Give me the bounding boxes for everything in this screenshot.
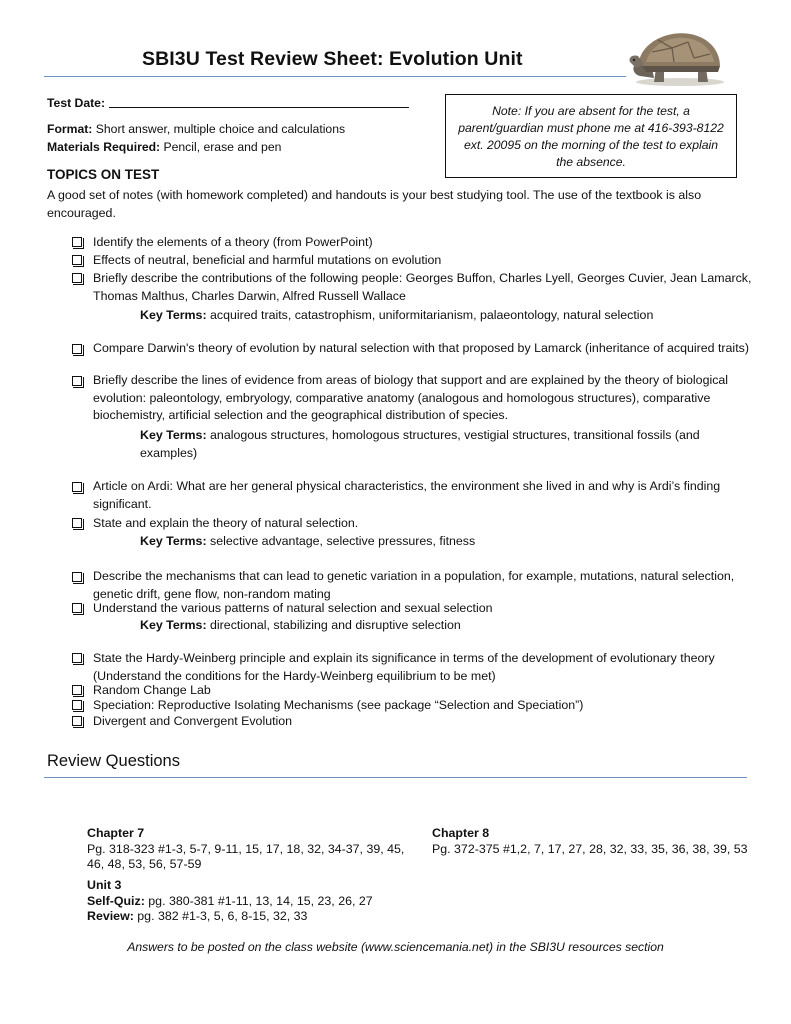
topic-item: Describe the mechanisms that can lead to genetic variation in a population, for example, mutations, natural selection, genetic drift, gene flow, non-random mating: [93, 569, 735, 601]
checkbox-icon: [72, 685, 82, 695]
key-terms-value: acquired traits, catastrophism, uniformitarianism, palaeontology, natural selection: [210, 308, 654, 322]
format-value: Short answer, multiple choice and calculations: [95, 122, 346, 136]
topic-item: Article on Ardi: What are her general physical characteristics, the environment she lived in and why is Ardi’s finding significant.: [93, 479, 721, 511]
key-terms-value: analogous structures, homologous structures, vestigial structures, transitional fossils (and examples): [140, 428, 700, 460]
absence-note: Note: If you are absent for the test, a parent/guardian must phone me at 416-393-8122 ext. 20095 on the morning of the test to explain the absence.: [445, 94, 737, 178]
topic-item: Understand the various patterns of natural selection and sexual selection: [93, 601, 493, 615]
title-divider: [44, 76, 626, 77]
unit3-block: [87, 878, 447, 925]
tortoise-illustration: [628, 22, 732, 88]
checkbox-icon: [72, 273, 82, 283]
materials-value: Pencil, erase and pen: [163, 140, 282, 154]
topic-item: State the Hardy-Weinberg principle and explain its significance in terms of the development of evolutionary theory (Understand the conditions for the Hardy-Weinberg equilibrium to be met): [93, 651, 715, 683]
selfquiz-label: Self-Quiz:: [87, 893, 145, 908]
topic-item: Briefly describe the lines of evidence from areas of biology that support and are explained by the theory of biological evolution: paleontology, embryology, comparative anatomy (analogous and homologous structures), comparative biochemistry, artificial selection and the geographical distribution of species.: [93, 373, 729, 422]
topics-intro: A good set of notes (with homework completed) and handouts is your best studying tool. The use of the textbook is also encouraged.: [47, 188, 702, 220]
checkbox-icon: [72, 603, 82, 613]
chapter8-label: Chapter 8: [432, 826, 490, 840]
test-date-line: [47, 96, 409, 110]
key-terms-label: Key Terms:: [140, 308, 207, 322]
key-terms-label: Key Terms:: [140, 534, 207, 548]
key-terms-value: selective advantage, selective pressures, fitness: [210, 534, 476, 548]
key-terms-label: Key Terms:: [140, 428, 207, 442]
format-label: Format:: [47, 122, 93, 136]
topic-item: Divergent and Convergent Evolution: [93, 714, 293, 728]
selfquiz-questions: pg. 380-381 #1-11, 13, 14, 15, 23, 26, 27: [148, 893, 373, 908]
key-terms-line: [140, 427, 752, 462]
topic-item: Random Change Lab: [93, 683, 211, 697]
review-questions: pg. 382 #1-3, 5, 6, 8-15, 32, 33: [137, 909, 308, 923]
unit3-label: Unit 3: [87, 878, 122, 892]
materials-label: Materials Required:: [47, 140, 161, 154]
checkbox-icon: [72, 344, 82, 354]
answers-footer-note: Answers to be posted on the class website (www.sciencemania.net) in the SBI3U resources section: [127, 940, 664, 954]
review-divider: [44, 777, 747, 778]
key-terms-line: [140, 307, 752, 325]
checkbox-icon: [72, 237, 82, 247]
chapter8-block: [432, 826, 777, 857]
checkbox-icon: [72, 572, 82, 582]
topic-item: Briefly describe the contributions of the following people: Georges Buffon, Charles Lyell, Georges Cuvier, Jean Lamarck, Thomas Malthus, Charles Darwin, Alfred Russell Wallace: [93, 271, 752, 303]
checkbox-icon: [72, 716, 82, 726]
review-heading: Review Questions: [47, 752, 180, 770]
chapter7-label: Chapter 7: [87, 826, 145, 840]
checkbox-icon: [72, 482, 82, 492]
key-terms-label: Key Terms:: [140, 618, 207, 632]
topic-item: Compare Darwin's theory of evolution by natural selection with that proposed by Lamarck (inheritance of acquired traits): [93, 341, 749, 355]
topic-item: Effects of neutral, beneficial and harmful mutations on evolution: [93, 253, 442, 267]
chapter7-questions: Pg. 318-323 #1-3, 5-7, 9-11, 15, 17, 18, 32, 34-37, 39, 45, 46, 48, 53, 56, 57-59: [87, 841, 405, 871]
topic-item: Identify the elements of a theory (from PowerPoint): [93, 235, 373, 249]
key-terms-line: [140, 533, 752, 551]
materials-line: [47, 140, 281, 154]
chapter7-block: [87, 826, 417, 873]
checkbox-icon: [72, 518, 82, 528]
page-title: SBI3U Test Review Sheet: Evolution Unit: [142, 48, 523, 70]
topic-item: State and explain the theory of natural selection.: [93, 516, 359, 530]
review-label: Review:: [87, 909, 134, 923]
topic-item: Speciation: Reproductive Isolating Mechanisms (see package “Selection and Speciation”): [93, 698, 584, 712]
test-date-label: Test Date:: [47, 96, 106, 110]
key-terms-line: [140, 617, 752, 635]
checkbox-icon: [72, 700, 82, 710]
checkbox-icon: [72, 255, 82, 265]
test-date-blank: [109, 96, 409, 108]
topics-heading: TOPICS ON TEST: [47, 167, 160, 182]
chapter8-questions: Pg. 372-375 #1,2, 7, 17, 27, 28, 32, 33, 35, 36, 38, 39, 53: [432, 841, 748, 856]
checkbox-icon: [72, 376, 82, 386]
format-line: [47, 122, 345, 136]
key-terms-value: directional, stabilizing and disruptive selection: [210, 618, 461, 632]
checkbox-icon: [72, 653, 82, 663]
